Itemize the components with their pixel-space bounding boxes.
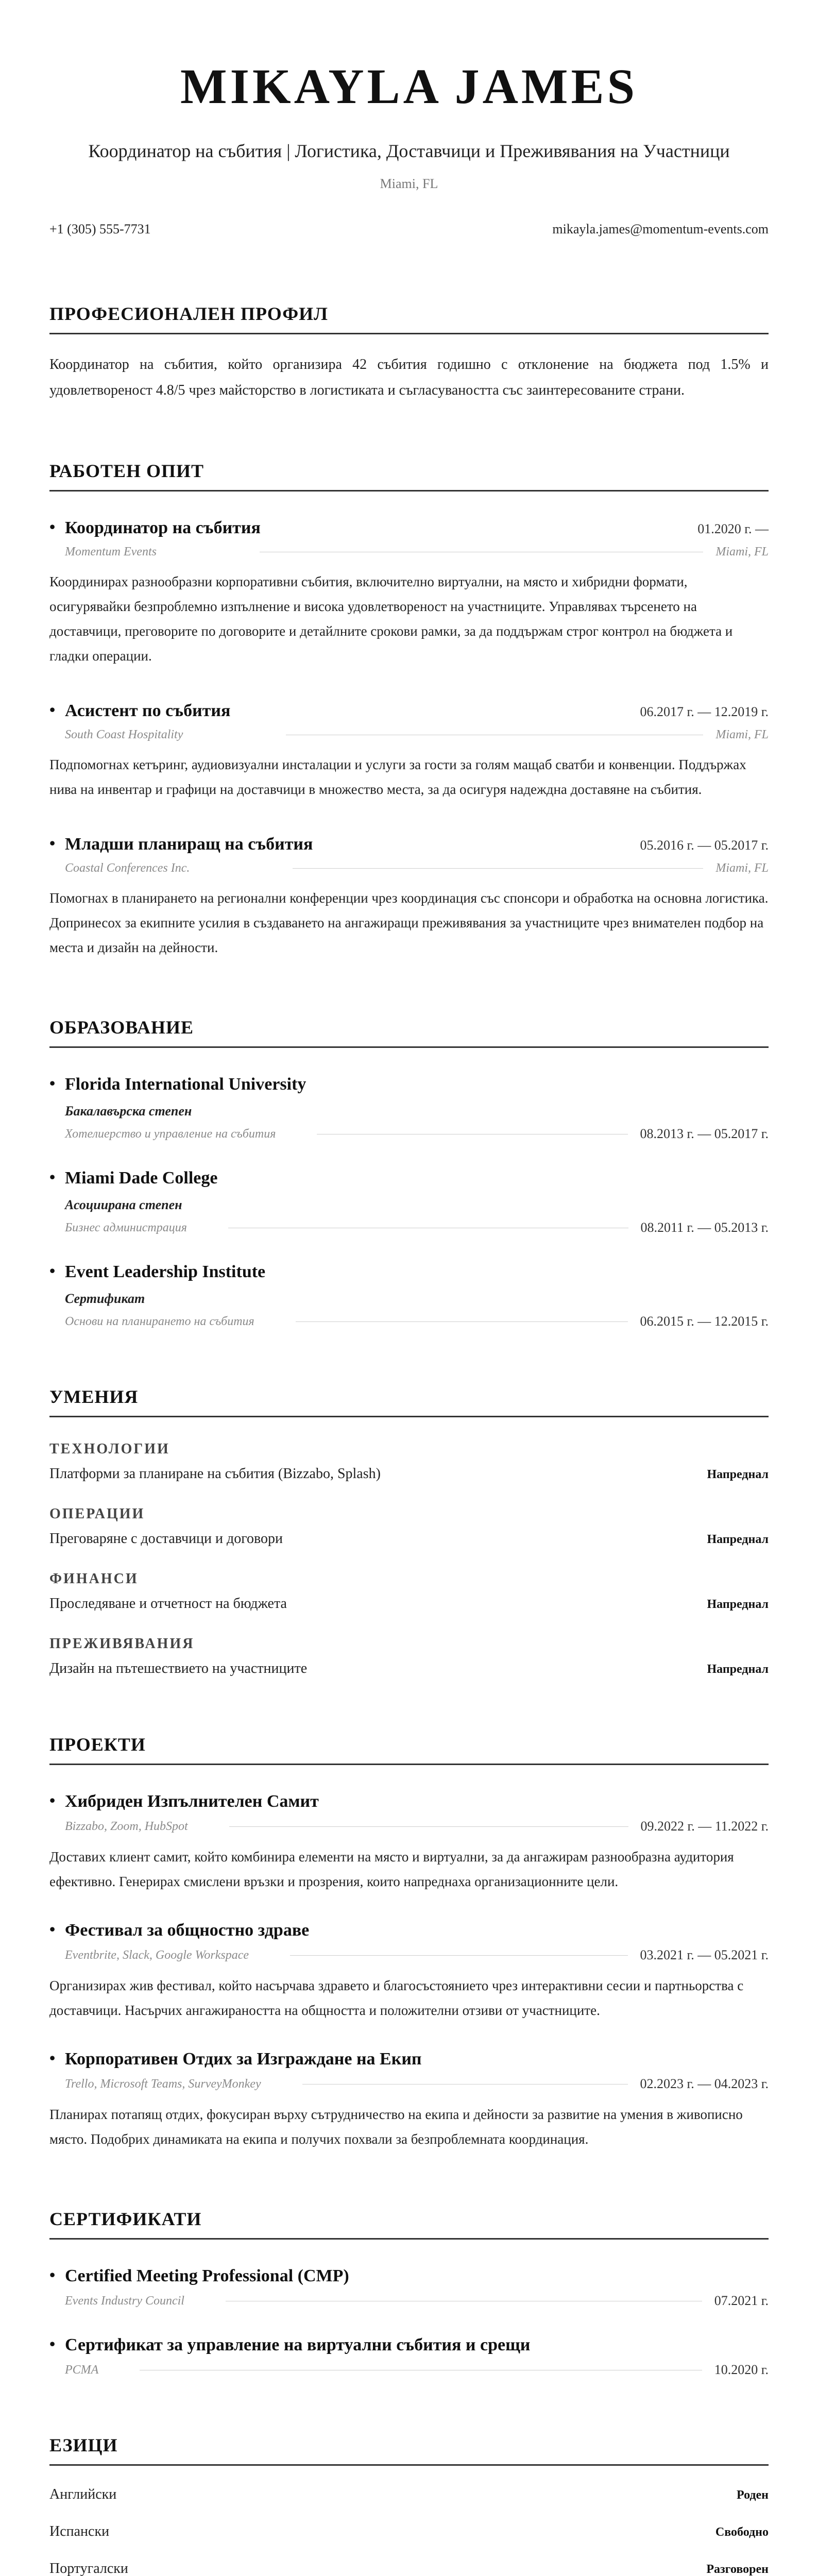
company-name: Momentum Events — [65, 545, 157, 558]
project-dates: 03.2021 г. — 05.2021 г. — [640, 1947, 769, 1962]
job-dates: 01.2020 г. — — [697, 521, 769, 536]
certificate-name: • Сертификат за управление на виртуални събития и срещи — [49, 2335, 530, 2355]
language-level: Свободно — [715, 2526, 769, 2539]
divider — [290, 1955, 628, 1956]
experience-section — [49, 460, 769, 960]
job-location: Miami, FL — [715, 728, 769, 741]
email-address: mikayla.james@momentum-events.com — [552, 222, 769, 236]
language-level: Разговорен — [706, 2563, 769, 2576]
certificate-entry — [49, 2335, 769, 2378]
job-description: Помогнах в планирането на регионални конференции чрез координация със спонсори и обработка на основна логистика. Допринесох за екипните усилия в създаването на ангажиращи преживявания за участниците чрез внимателен подбор на места и дизайн на дейности. — [49, 890, 769, 955]
skill-level: Напреднал — [707, 1598, 769, 1611]
job-title: • Асистент по събития — [49, 701, 230, 721]
candidate-name: MIKAYLA JAMES — [180, 59, 638, 114]
section-title: РАБОТЕН ОПИТ — [49, 460, 769, 492]
school-name: • Event Leadership Institute — [49, 1262, 265, 1282]
section-title: УМЕНИЯ — [49, 1386, 769, 1417]
experience-entry — [49, 518, 769, 668]
company-name: South Coast Hospitality — [65, 728, 183, 741]
project-name: • Корпоративен Отдих за Изграждане на Екип — [49, 2049, 422, 2069]
school-name: • Miami Dade College — [49, 1168, 218, 1188]
project-tools: Trello, Microsoft Teams, SurveyMonkey — [65, 2077, 261, 2091]
section-title: СЕРТИФИКАТИ — [49, 2208, 769, 2240]
skill-name: Платформи за планиране на събития (Bizzabo, Splash) — [49, 1466, 381, 1482]
education-entry — [49, 1168, 769, 1235]
skill-level: Напреднал — [707, 1468, 769, 1481]
project-description: Доставих клиент самит, който комбинира елементи на място и виртуални, за да ангажирам разнообразна аудитория ефективно. Генерирах смислени връзки и прозрения, които напреднаха организационните цели. — [49, 1849, 734, 1889]
project-dates: 09.2022 г. — 11.2022 г. — [640, 1819, 769, 1834]
language-name: Испански — [49, 2523, 110, 2539]
section-title: ЕЗИЦИ — [49, 2434, 769, 2466]
certificate-entry — [49, 2266, 769, 2309]
project-name: • Хибриден Изпълнителен Самит — [49, 1792, 319, 1811]
language-row — [49, 2523, 769, 2540]
skill-category: ОПЕРАЦИИ — [49, 1506, 145, 1522]
job-dates: 05.2016 г. — 05.2017 г. — [640, 838, 769, 853]
profile-section — [49, 303, 769, 403]
skill-group — [49, 1506, 769, 1547]
phone-number: +1 (305) 555-7731 — [49, 222, 151, 236]
degree-name: Бакалавърска степен — [65, 1104, 192, 1118]
certificate-issuer: PCMA — [65, 2363, 99, 2377]
projects-section — [49, 1734, 769, 2151]
certificate-date: 10.2020 г. — [714, 2362, 769, 2377]
language-row — [49, 2486, 769, 2503]
language-name: Английски — [49, 2486, 117, 2502]
skill-category: ТЕХНОЛОГИИ — [49, 1441, 170, 1457]
contact-row — [49, 222, 769, 237]
skill-group — [49, 1636, 769, 1677]
company-name: Coastal Conferences Inc. — [65, 861, 190, 875]
resume-header — [49, 0, 769, 237]
skill-group — [49, 1441, 769, 1482]
project-tools: Eventbrite, Slack, Google Workspace — [65, 1948, 249, 1962]
degree-name: Сертификат — [65, 1291, 145, 1306]
skill-name: Преговаряне с доставчици и договори — [49, 1531, 283, 1547]
project-dates: 02.2023 г. — 04.2023 г. — [640, 2076, 769, 2091]
project-entry — [49, 1921, 769, 2023]
skills-section — [49, 1386, 769, 1677]
skill-name: Проследяване и отчетност на бюджета — [49, 1596, 287, 1612]
education-dates: 08.2011 г. — 05.2013 г. — [640, 1220, 769, 1235]
field-of-study: Бизнес администрация — [65, 1221, 187, 1234]
section-title: ОБРАЗОВАНИЕ — [49, 1016, 769, 1048]
job-title: • Младши планиращ на събития — [49, 835, 313, 854]
field-of-study: Основи на планирането на събития — [65, 1314, 254, 1328]
experience-entry — [49, 701, 769, 802]
job-dates: 06.2017 г. — 12.2019 г. — [640, 704, 769, 719]
project-tools: Bizzabo, Zoom, HubSpot — [65, 1819, 188, 1833]
project-entry — [49, 1792, 769, 1894]
language-name: Португалски — [49, 2561, 128, 2576]
section-title: ПРОЕКТИ — [49, 1734, 769, 1765]
job-description: Координирах разнообразни корпоративни събития, включително виртуални, на място и хибридни формати, осигурявайки безпроблемно изпълнение и висока удовлетвореност на участниците. Управлявах търсенето на доставчици, преговорите по договорите и детайлните срокови рамки, за да поддържам строг контрол на бюджета и гладки операции. — [49, 574, 733, 664]
divider — [229, 1826, 628, 1827]
languages-section — [49, 2434, 769, 2576]
skill-name: Дизайн на пътешествието на участниците — [49, 1660, 308, 1676]
divider — [296, 1321, 628, 1322]
certificate-name: • Certified Meeting Professional (CMP) — [49, 2266, 349, 2286]
education-dates: 08.2013 г. — 05.2017 г. — [640, 1126, 769, 1141]
certificate-date: 07.2021 г. — [714, 2293, 769, 2308]
project-description: Планирах потапящ отдих, фокусиран върху сътрудничество на екипа и дейности за развитие на умения в живописно място. Подобрих динамиката на екипа и получих похвали за безпроблемната координация. — [49, 2107, 743, 2147]
job-location: Miami, FL — [715, 545, 769, 558]
job-description: Подпомогнах кетъринг, аудиовизуални инсталации и услуги за гости за голям мащаб сватби и конвенции. Поддържах нива на инвентар и графици на доставчици в множество места, за да осигуря надеждна доставяне на събития. — [49, 757, 746, 797]
certificates-section — [49, 2208, 769, 2378]
experience-entry — [49, 835, 769, 960]
skill-category: ПРЕЖИВЯВАНИЯ — [49, 1636, 195, 1652]
education-entry — [49, 1075, 769, 1142]
section-title: ПРОФЕСИОНАЛЕН ПРОФИЛ — [49, 303, 769, 334]
project-description: Организирах жив фестивал, който насърчава здравето и благосъстоянието чрез интерактивни сесии и партньорства с доставчици. Насърчих ангажираността на общността и положителни отзиви от участниците. — [49, 1978, 744, 2018]
education-dates: 06.2015 г. — 12.2015 г. — [640, 1314, 769, 1329]
candidate-headline: Координатор на събития | Логистика, Доставчици и Преживявания на Участници — [88, 141, 730, 161]
language-row — [49, 2561, 769, 2576]
degree-name: Асоциирана степен — [65, 1197, 182, 1212]
job-title: • Координатор на събития — [49, 518, 261, 538]
project-name: • Фестивал за общностно здраве — [49, 1921, 309, 1940]
language-level: Роден — [737, 2488, 769, 2502]
certificate-issuer: Events Industry Council — [65, 2294, 184, 2308]
education-section — [49, 1016, 769, 1329]
job-location: Miami, FL — [715, 861, 769, 875]
divider — [293, 868, 703, 869]
education-entry — [49, 1262, 769, 1329]
skill-category: ФИНАНСИ — [49, 1571, 139, 1587]
project-entry — [49, 2049, 769, 2151]
profile-text: Координатор на събития, който организира 42 събития годишно с отклонение на бюджета под 1.5% и удовлетвореност 4.8/5 чрез майсторство в логистиката и съгласуваността със заинтересованите страни. — [49, 357, 769, 398]
skill-level: Напреднал — [707, 1663, 769, 1676]
candidate-location: Miami, FL — [380, 176, 438, 191]
field-of-study: Хотелиерство и управление на събития — [65, 1127, 276, 1141]
skill-group — [49, 1571, 769, 1612]
school-name: • Florida International University — [49, 1075, 306, 1094]
skill-level: Напреднал — [707, 1533, 769, 1546]
